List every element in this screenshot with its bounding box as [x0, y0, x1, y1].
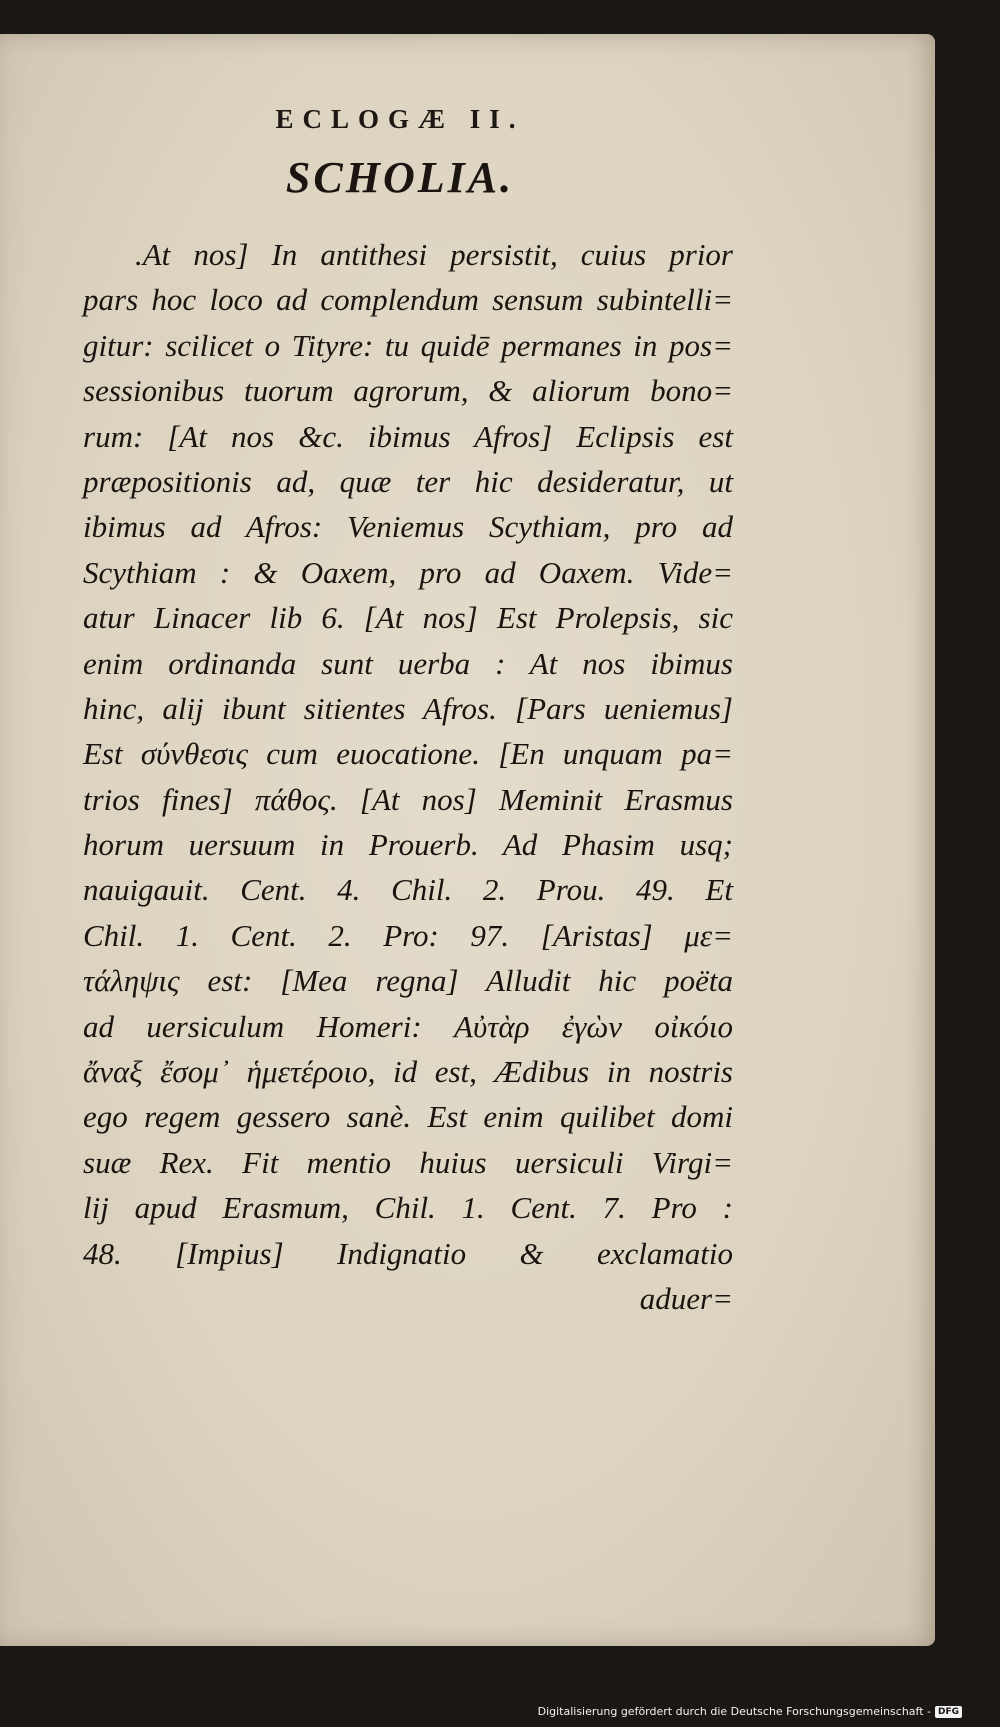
text-line: 48. [Impius] Indignatio & exclamatio	[83, 1235, 733, 1271]
text-line: Scythiam : & Oaxem, pro ad Oaxem. Vide=	[83, 554, 733, 590]
text-line: ego regem gessero sanè. Est enim quilibet domi	[83, 1099, 733, 1135]
text-line: lij apud Erasmum, Chil. 1. Cent. 7. Pro :	[83, 1190, 733, 1226]
text-line: præpositionis ad, quæ ter hic desideratur, ut	[83, 463, 733, 499]
text-line: Chil. 1. Cent. 2. Pro: 97. [Aristas] με=	[83, 917, 733, 953]
text-line: gitur: scilicet o Tityre: tu quidē permanes in pos=	[83, 327, 733, 363]
dfg-logo: DFG	[935, 1706, 962, 1718]
text-line: ibimus ad Afros: Veniemus Scythiam, pro ad	[83, 509, 733, 545]
text-line: sessionibus tuorum agrorum, & aliorum bono=	[83, 373, 733, 409]
credit-text: Digitalisierung gefördert durch die Deutsche Forschungsgemeinschaft -	[537, 1705, 931, 1718]
text-line: trios fines] πάθος. [At nos] Meminit Erasmus	[83, 781, 733, 817]
book-page	[0, 34, 935, 1646]
text-line: enim ordinanda sunt uerba : At nos ibimus	[83, 645, 733, 681]
digitization-credit	[538, 1705, 962, 1718]
catchword: aduer=	[639, 1280, 733, 1316]
running-head: ECLOGÆ II.	[275, 104, 525, 134]
text-line: .At nos] In antithesi persistit, cuius prior	[135, 237, 733, 272]
text-line: atur Linacer lib 6. [At nos] Est Prolepsis, sic	[83, 600, 733, 636]
text-line: ad uersiculum Homeri: Αὐτὰρ ἐγὼν οἰκόιο	[83, 1008, 733, 1044]
text-line: rum: [At nos &c. ibimus Afros] Eclipsis est	[83, 418, 733, 454]
text-line: suæ Rex. Fit mentio huius uersiculi Virgi=	[83, 1144, 733, 1180]
text-line: horum uersuum in Prouerb. Ad Phasim usq;	[83, 827, 733, 863]
text-line: τάληψις est: [Mea regna] Alludit hic poëta	[83, 963, 733, 999]
text-line: Est σύνθεσις cum euocatione. [En unquam pa=	[83, 736, 733, 772]
section-title: SCHOLIA.	[285, 153, 515, 202]
text-line: ἄναξ ἔσομ᾽ ἡμετέροιο, id est, Ædibus in nostris	[83, 1054, 733, 1090]
body-text	[83, 232, 733, 1321]
text-line: hinc, alij ibunt sitientes Afros. [Pars ueniemus]	[83, 690, 733, 726]
text-line: nauigauit. Cent. 4. Chil. 2. Prou. 49. Et	[83, 872, 733, 908]
text-line: pars hoc loco ad complendum sensum subintelli=	[83, 282, 733, 318]
